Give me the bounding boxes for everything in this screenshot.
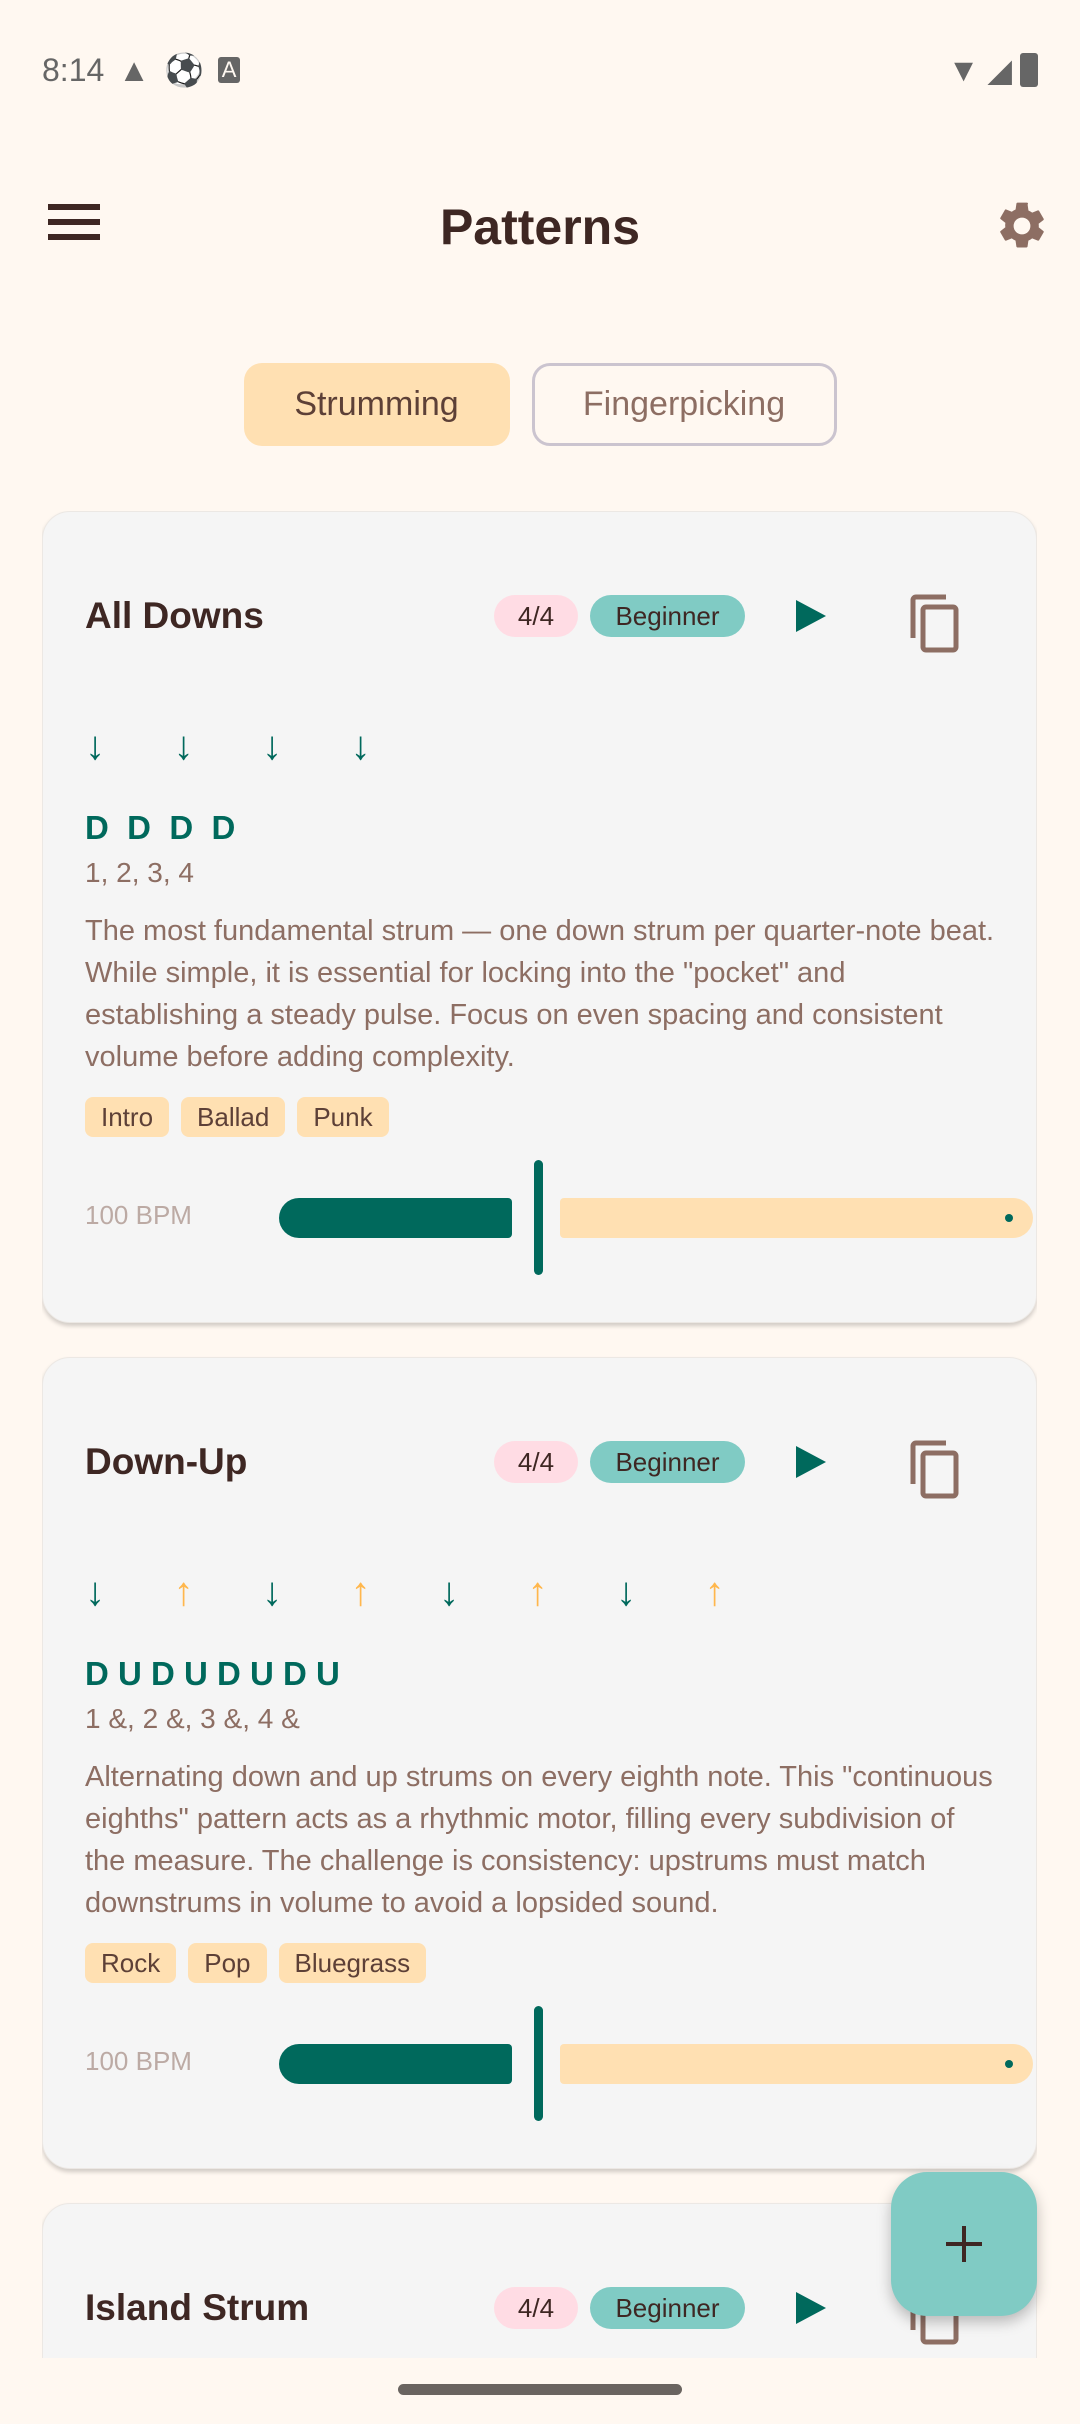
- slider-active-track: [279, 2044, 512, 2084]
- play-icon: [790, 596, 830, 636]
- time-signature-badge: 4/4: [494, 1441, 578, 1483]
- genre-tags: [85, 1097, 994, 1137]
- up-arrow-icon: ↑: [527, 1570, 548, 1614]
- slider-stop-indicator: [1005, 1214, 1013, 1222]
- copy-icon: [907, 594, 963, 654]
- gesture-nav-handle[interactable]: [398, 2384, 682, 2395]
- strum-arrows: [85, 724, 994, 768]
- soccer-ball-icon: ⚽: [163, 52, 204, 88]
- level-badge: Beginner: [590, 595, 745, 637]
- down-arrow-icon: ↓: [85, 724, 105, 768]
- up-arrow-icon: ↑: [173, 1570, 194, 1614]
- down-arrow-icon: ↓: [262, 724, 282, 768]
- slider-active-track: [279, 1198, 512, 1238]
- pattern-card[interactable]: [42, 2203, 1037, 2358]
- slider-inactive-track: [560, 1198, 1033, 1238]
- genre-tag: Intro: [85, 1097, 169, 1137]
- pattern-description: Alternating down and up strums on every eighth note. This "continuous eighths" pattern acts as a rhythmic motor, filling every subdivision of the measure. The challenge is consistency: upstrums must match downstrums in volume to avoid a lopsided sound.: [85, 1761, 993, 1919]
- card-header: [85, 1420, 994, 1504]
- signal-icon: ◢: [987, 52, 1012, 88]
- plus-icon: [944, 2224, 984, 2264]
- level-badge: Beginner: [590, 1441, 745, 1483]
- down-arrow-icon: ↓: [439, 1570, 459, 1614]
- strum-arrows: [85, 1570, 994, 1614]
- genre-tag: Rock: [85, 1943, 176, 1983]
- pattern-title: Island Strum: [85, 2287, 310, 2328]
- duplicate-button[interactable]: [907, 594, 963, 654]
- beat-counts: 1 &, 2 &, 3 &, 4 &: [85, 1703, 300, 1734]
- wifi-icon: ▼: [947, 51, 980, 88]
- time-signature-badge: 4/4: [494, 595, 578, 637]
- pattern-type-tabs: [0, 363, 1080, 446]
- slider-inactive-track: [560, 2044, 1033, 2084]
- copy-icon: [907, 1440, 963, 1500]
- beat-counts: 1, 2, 3, 4: [85, 857, 194, 888]
- down-arrow-icon: ↓: [85, 1570, 105, 1614]
- genre-tags: [85, 1943, 994, 1983]
- card-header: [85, 2266, 994, 2350]
- keyboard-a-icon: A: [218, 57, 241, 83]
- tempo-slider[interactable]: [85, 2006, 994, 2121]
- bpm-label: 100 BPM: [85, 2046, 192, 2076]
- alert-icon: ▲: [118, 51, 150, 88]
- genre-tag: Ballad: [181, 1097, 285, 1137]
- tab-fingerpicking[interactable]: Fingerpicking: [532, 363, 837, 446]
- pattern-title: Down-Up: [85, 1441, 248, 1482]
- play-icon: [790, 1442, 830, 1482]
- bpm-label: 100 BPM: [85, 1200, 192, 1230]
- pattern-card[interactable]: [42, 1357, 1037, 2169]
- down-arrow-icon: ↓: [616, 1570, 636, 1614]
- down-arrow-icon: ↓: [262, 1570, 282, 1614]
- page-title: Patterns: [439, 199, 641, 255]
- up-arrow-icon: ↑: [350, 1570, 371, 1614]
- play-button[interactable]: [790, 2288, 830, 2328]
- pattern-title: All Downs: [85, 595, 264, 636]
- down-arrow-icon: ↓: [173, 724, 194, 768]
- genre-tag: Punk: [297, 1097, 388, 1137]
- pattern-description: The most fundamental strum — one down strum per quarter-note beat. While simple, it is essential for locking into the "pocket" and establishing a steady pulse. Focus on even spacing and consistent volume before adding complexity.: [85, 915, 995, 1073]
- down-arrow-icon: ↓: [350, 724, 371, 768]
- strum-letters: D D D D: [85, 809, 236, 846]
- slider-thumb[interactable]: [534, 2006, 543, 2121]
- tab-strumming[interactable]: Strumming: [244, 363, 510, 446]
- time-signature-badge: 4/4: [494, 2287, 578, 2329]
- play-button[interactable]: [790, 1442, 830, 1482]
- strum-letters: D U D U D U D U: [85, 1655, 340, 1692]
- level-badge: Beginner: [590, 2287, 745, 2329]
- slider-thumb[interactable]: [534, 1160, 543, 1275]
- battery-icon: [1020, 53, 1038, 87]
- up-arrow-icon: ↑: [704, 1570, 725, 1614]
- tempo-slider[interactable]: [85, 1160, 994, 1275]
- pattern-card[interactable]: [42, 511, 1037, 1323]
- status-bar: [42, 48, 1038, 92]
- card-header: [85, 574, 994, 658]
- status-time: 8:14: [42, 51, 105, 88]
- slider-stop-indicator: [1005, 2060, 1013, 2068]
- settings-gear-icon[interactable]: [994, 198, 1050, 254]
- genre-tag: Pop: [188, 1943, 266, 1983]
- genre-tag: Bluegrass: [279, 1943, 427, 1983]
- top-app-bar: [0, 180, 1080, 270]
- pattern-list[interactable]: [42, 511, 1037, 2358]
- duplicate-button[interactable]: [907, 1440, 963, 1500]
- play-button[interactable]: [790, 596, 830, 636]
- add-pattern-button[interactable]: [891, 2172, 1037, 2316]
- play-icon: [790, 2288, 830, 2328]
